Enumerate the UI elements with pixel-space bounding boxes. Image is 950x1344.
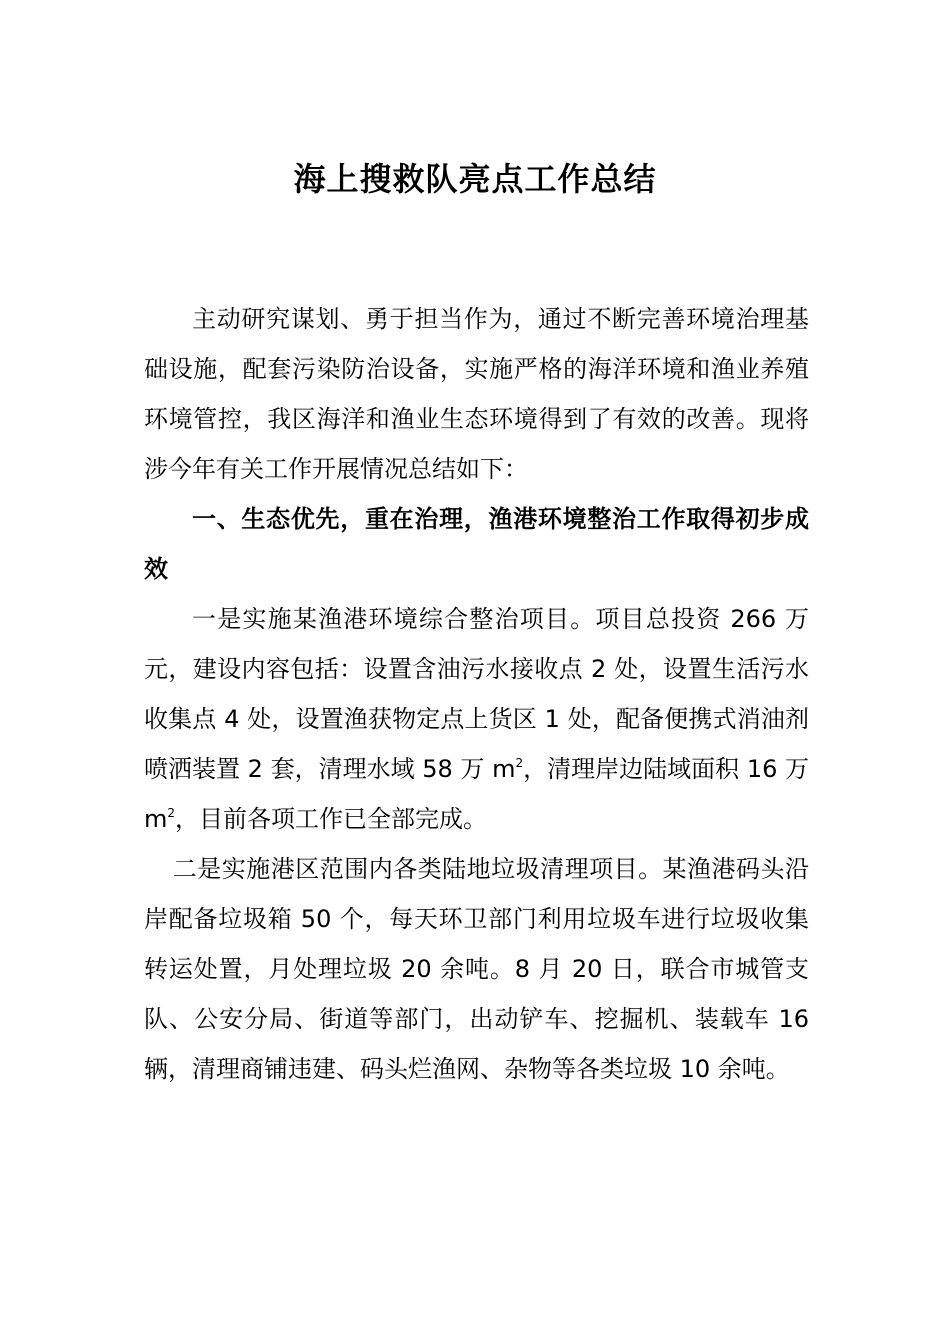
paragraph-text: ，目前各项工作已全部完成。 (175, 805, 488, 833)
paragraph-project-1 (144, 594, 809, 844)
document-title: 海上搜救队亮点工作总结 (293, 160, 657, 198)
superscript: 2 (167, 806, 176, 820)
section-heading: 一、生态优先，重在治理，渔港环境整治工作取得初步成效 (144, 505, 809, 583)
document-body (144, 294, 809, 1094)
superscript: 2 (515, 756, 524, 770)
intro-paragraph: 主动研究谋划、勇于担当作为，通过不断完善环境治理基础设施，配套污染防治设备，实施严格的海洋环境和渔业养殖环境管控，我区海洋和渔业生态环境得到了有效的改善。现将涉今年有关工作开展情况总结如下： (144, 305, 809, 483)
paragraph-text: 一是实施某渔港环境综合整治项目。项目总投资 266 万元，建设内容包括：设置含油污水接收点 2 处，设置生活污水收集点 4 处，设置渔获物定点上货区 1 处，配备便携式消油剂喷洒装置 2 套，清理水域 58 万 m (144, 605, 809, 783)
paragraph-text: ，清理岸边陆域面积 16 万 m (144, 755, 809, 833)
paragraph-project-2: 二是实施港区范围内各类陆地垃圾清理项目。某渔港码头沿岸配备垃圾箱 50 个，每天环卫部门利用垃圾车进行垃圾收集转运处置，月处理垃圾 20 余吨。8 月 20 日，联合市城管支队、公安分局、街道等部门，出动铲车、挖掘机、装载车 16 辆，清理商铺违建、码头烂渔网、杂物等各类垃圾 10 余吨。 (144, 855, 809, 1083)
